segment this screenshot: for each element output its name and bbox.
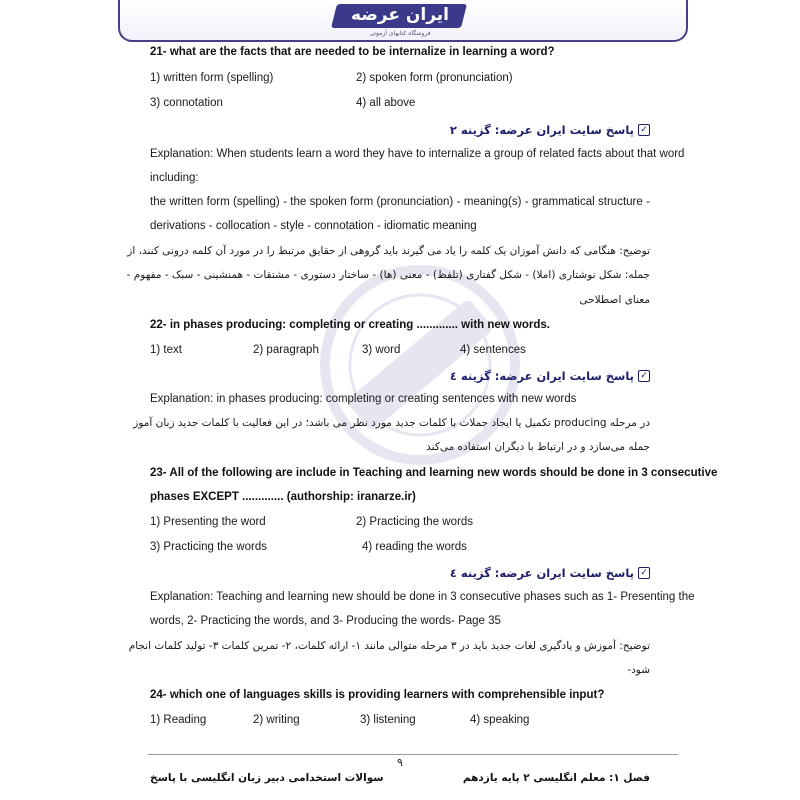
- question-24: 24- which one of languages skills is providing learners with comprehensible input?: [150, 689, 605, 701]
- q22-option-2: 2) paragraph: [253, 344, 319, 356]
- q23-persian-line-2: شود-: [627, 664, 650, 676]
- q23-explanation-line-2: words, 2- Practicing the words, and 3- Producing the words- Page 35: [150, 615, 501, 627]
- q23-option-3: 3) Practicing the words: [150, 541, 267, 553]
- q21-option-3: 3) connotation: [150, 97, 223, 109]
- q21-persian-line-2: جمله: شکل نوشتاری (املا) - شکل گفتاری (تلفظ) - معنی (ها) - ساختار دستوری - مشتقات - همنشینی - سبک - مفهوم -: [126, 269, 650, 281]
- q23-persian-line-1: توضیح: آموزش و یادگیری لغات جدید باید در ۳ مرحله متوالی مانند ۱- ارائه کلمات، ۲- تمرین کلمات ۳- تولید کلمات انجام: [128, 640, 650, 652]
- q21-explanation-line-1: Explanation: When students learn a word they have to internalize a group of related facts about that word: [150, 148, 685, 160]
- checkbox-icon: ✓: [638, 567, 650, 579]
- q24-option-2: 2) writing: [253, 714, 300, 726]
- q21-option-1: 1) written form (spelling): [150, 72, 274, 84]
- page-number: ٩: [397, 756, 403, 769]
- q22-explanation: Explanation: in phases producing: completing or creating sentences with new words: [150, 393, 577, 405]
- logo-text: ایران عرضه: [351, 5, 449, 25]
- q22-persian-line-1: در مرحله producing تکمیل یا ایجاد جملات با کلمات جدید مورد نظر می باشد؛ در این فعالیت با کلمات جدید زبان آموز: [133, 417, 650, 429]
- q21-explanation-line-2: including:: [150, 172, 199, 184]
- q23-answer-text: پاسخ سایت ایران عرضه: گزینه ٤: [449, 566, 634, 580]
- q22-persian-line-2: جمله می‌سازد و در ارتباط با دیگران استفاده می‌کند: [426, 441, 650, 453]
- question-23-line-1: 23- All of the following are include in Teaching and learning new words should be done in 3 consecutive: [150, 467, 718, 479]
- footer-book-title: سوالات استخدامی دبیر زبان انگلیسی با پاسخ: [150, 772, 384, 784]
- q23-option-2: 2) Practicing the words: [356, 516, 473, 528]
- q24-option-3: 3) listening: [360, 714, 416, 726]
- q23-option-4: 4) reading the words: [362, 541, 467, 553]
- q21-option-4: 4) all above: [356, 97, 416, 109]
- q21-option-2: 2) spoken form (pronunciation): [356, 72, 513, 84]
- q22-answer: [450, 369, 650, 383]
- q23-answer: [450, 566, 650, 580]
- checkbox-icon: ✓: [638, 124, 650, 136]
- q24-option-4: 4) speaking: [470, 714, 530, 726]
- q23-explanation-line-1: Explanation: Teaching and learning new should be done in 3 consecutive phases such as 1- Presenting the: [150, 591, 695, 603]
- q22-option-3: 3) word: [362, 344, 401, 356]
- footer-divider: [148, 754, 678, 755]
- checkbox-icon: ✓: [638, 370, 650, 382]
- q21-answer: [450, 123, 650, 137]
- q21-answer-text: پاسخ سایت ایران عرضه: گزینه ۲: [449, 123, 634, 137]
- question-23-line-2: phases EXCEPT ............. (authorship: iranarze.ir): [150, 491, 416, 503]
- q22-answer-text: پاسخ سایت ایران عرضه: گزینه ٤: [449, 369, 634, 383]
- q21-explanation-line-4: derivations - collocation - style - connotation - idiomatic meaning: [150, 220, 477, 232]
- q21-persian-line-3: معنای اصطلاحی: [579, 294, 650, 306]
- q24-option-1: 1) Reading: [150, 714, 207, 726]
- question-22: 22- in phases producing: completing or creating ............. with new words.: [150, 319, 550, 331]
- logo-subtitle: فروشگاه کتابهای آزمونی: [369, 30, 431, 37]
- q22-option-4: 4) sentences: [460, 344, 526, 356]
- brand-logo: [330, 4, 470, 38]
- q21-persian-line-1: توضیح: هنگامی که دانش آموزان یک کلمه را یاد می گیرند باید گروهی از حقایق مرتبط را در مورد آن کلمه درونی کنند، از: [127, 245, 650, 257]
- q21-explanation-line-3: the written form (spelling) - the spoken form (pronunciation) - meaning(s) - grammatical structure -: [150, 196, 650, 208]
- q22-option-1: 1) text: [150, 344, 182, 356]
- question-21: 21- what are the facts that are needed to be internalize in learning a word?: [150, 46, 555, 58]
- q23-option-1: 1) Presenting the word: [150, 516, 266, 528]
- footer-chapter-title: فصل ۱: معلم انگلیسی ۲ پایه یازدهم: [462, 772, 650, 784]
